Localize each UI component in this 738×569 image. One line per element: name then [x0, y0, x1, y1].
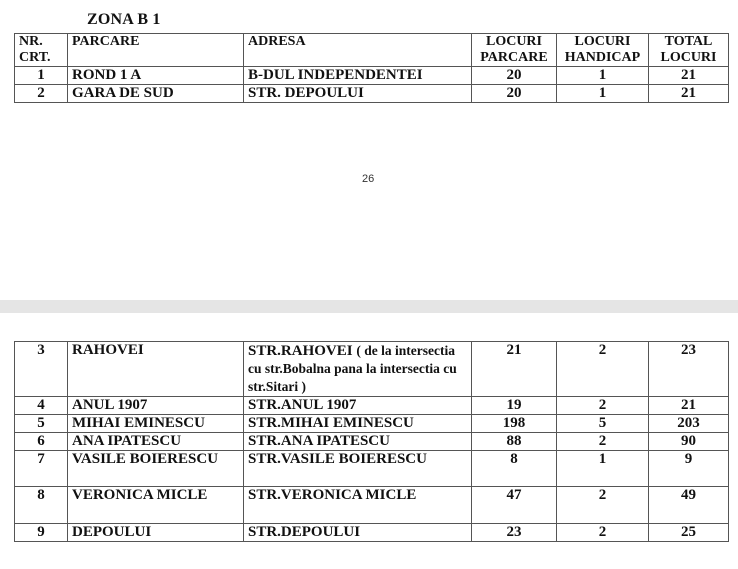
cell-parcare: DEPOULUI — [68, 524, 244, 542]
cell-locuri-handicap: 2 — [557, 524, 649, 542]
cell-locuri-handicap: 2 — [557, 433, 649, 451]
cell-total-locuri: 21 — [649, 397, 729, 415]
cell-parcare: RAHOVEI — [68, 342, 244, 397]
cell-nr: 3 — [15, 342, 68, 397]
header-parcare: PARCARE — [68, 34, 244, 67]
cell-locuri-parcare: 20 — [472, 67, 557, 85]
parking-table-page-1 — [14, 33, 729, 103]
cell-total-locuri: 23 — [649, 342, 729, 397]
cell-locuri-parcare: 23 — [472, 524, 557, 542]
cell-locuri-handicap: 1 — [557, 67, 649, 85]
cell-nr: 2 — [15, 85, 68, 103]
cell-nr: 5 — [15, 415, 68, 433]
header-total-locuri: TOTAL LOCURI — [649, 34, 729, 67]
cell-total-locuri: 25 — [649, 524, 729, 542]
cell-locuri-parcare: 19 — [472, 397, 557, 415]
cell-locuri-handicap: 2 — [557, 342, 649, 397]
header-adresa: ADRESA — [244, 34, 472, 67]
cell-total-locuri: 49 — [649, 487, 729, 524]
cell-parcare: VERONICA MICLE — [68, 487, 244, 524]
cell-adresa: STR.MIHAI EMINESCU — [244, 415, 472, 433]
cell-locuri-handicap: 1 — [557, 451, 649, 487]
cell-parcare: ANA IPATESCU — [68, 433, 244, 451]
cell-parcare: VASILE BOIERESCU — [68, 451, 244, 487]
cell-adresa: STR.ANUL 1907 — [244, 397, 472, 415]
header-nr: NR. CRT. — [15, 34, 68, 67]
cell-parcare: ROND 1 A — [68, 67, 244, 85]
page-number: 26 — [362, 173, 375, 185]
table-row — [15, 85, 729, 103]
parking-table-page-2 — [14, 341, 729, 542]
cell-total-locuri: 21 — [649, 85, 729, 103]
cell-total-locuri: 9 — [649, 451, 729, 487]
table-header-row — [15, 34, 729, 67]
cell-nr: 9 — [15, 524, 68, 542]
cell-locuri-parcare: 8 — [472, 451, 557, 487]
header-locuri-handicap: LOCURI HANDICAP — [557, 34, 649, 67]
table-row — [15, 397, 729, 415]
page-break-divider — [0, 300, 738, 313]
cell-nr: 8 — [15, 487, 68, 524]
cell-locuri-handicap: 2 — [557, 487, 649, 524]
cell-parcare: MIHAI EMINESCU — [68, 415, 244, 433]
cell-nr: 6 — [15, 433, 68, 451]
cell-adresa — [244, 342, 472, 397]
cell-locuri-parcare: 20 — [472, 85, 557, 103]
table-row — [15, 487, 729, 524]
cell-locuri-parcare: 88 — [472, 433, 557, 451]
table-row — [15, 342, 729, 397]
cell-locuri-parcare: 198 — [472, 415, 557, 433]
table-row — [15, 524, 729, 542]
cell-adresa: STR.ANA IPATESCU — [244, 433, 472, 451]
cell-locuri-handicap: 2 — [557, 397, 649, 415]
cell-adresa: STR.VASILE BOIERESCU — [244, 451, 472, 487]
cell-parcare: GARA DE SUD — [68, 85, 244, 103]
table-row — [15, 433, 729, 451]
cell-nr: 1 — [15, 67, 68, 85]
cell-locuri-parcare: 47 — [472, 487, 557, 524]
cell-adresa: STR.DEPOULUI — [244, 524, 472, 542]
cell-adresa: STR. DEPOULUI — [244, 85, 472, 103]
cell-total-locuri: 203 — [649, 415, 729, 433]
cell-nr: 7 — [15, 451, 68, 487]
cell-locuri-handicap: 5 — [557, 415, 649, 433]
cell-parcare: ANUL 1907 — [68, 397, 244, 415]
cell-adresa: B-DUL INDEPENDENTEI — [244, 67, 472, 85]
table-row — [15, 67, 729, 85]
cell-adresa-street: STR.RAHOVEI — [248, 343, 353, 359]
cell-total-locuri: 90 — [649, 433, 729, 451]
cell-total-locuri: 21 — [649, 67, 729, 85]
zone-title: ZONA B 1 — [87, 11, 161, 28]
table-row — [15, 451, 729, 487]
cell-locuri-parcare: 21 — [472, 342, 557, 397]
cell-locuri-handicap: 1 — [557, 85, 649, 103]
cell-adresa: STR.VERONICA MICLE — [244, 487, 472, 524]
table-row — [15, 415, 729, 433]
cell-adresa-note: ( de la intersectia cu str.Bobalna pana la intersectia cu str.Sitari ) — [248, 343, 457, 394]
cell-nr: 4 — [15, 397, 68, 415]
header-locuri-parcare: LOCURI PARCARE — [472, 34, 557, 67]
